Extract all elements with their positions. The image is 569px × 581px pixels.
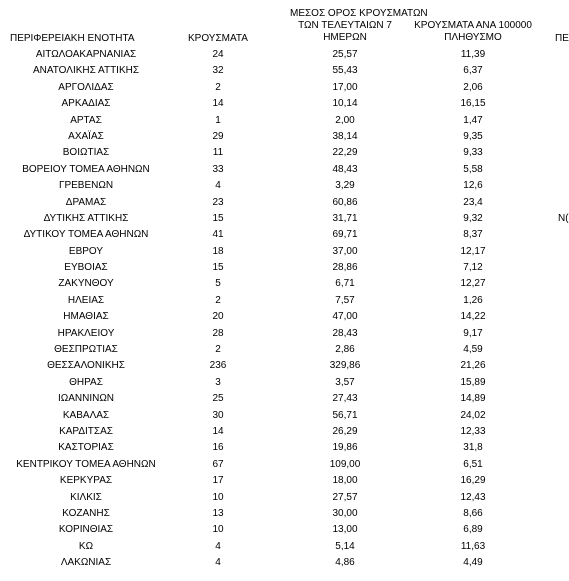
table-row: [0, 145, 569, 161]
cell-per100k: 9,35: [463, 130, 483, 142]
cell-region: ΗΜΑΘΙΑΣ: [63, 311, 109, 323]
cell-avg: 329,86: [329, 360, 361, 372]
table-row: [0, 424, 569, 440]
cell-region: ΑΡΤΑΣ: [70, 114, 102, 126]
cell-avg: 55,43: [332, 65, 358, 77]
cell-region: ΗΛΕΙΑΣ: [67, 294, 105, 306]
cell-cases: 30: [212, 409, 224, 421]
cell-avg: 30,00: [332, 507, 358, 519]
table-row: [0, 326, 569, 342]
cell-region: ΒΟΙΩΤΙΑΣ: [62, 147, 110, 159]
cell-per100k: 2,06: [463, 81, 483, 93]
table-row: [0, 244, 569, 260]
cell-cases: 2: [215, 294, 221, 306]
cell-cases: 14: [212, 425, 224, 437]
cell-cases: 10: [212, 491, 224, 503]
cell-per100k: 9,32: [463, 212, 483, 224]
table-row: [0, 227, 569, 243]
cell-per100k: 12,43: [460, 491, 486, 503]
cell-cases: 28: [212, 327, 224, 339]
cell-cases: 13: [212, 507, 224, 519]
table-row: [0, 555, 569, 571]
cell-cases: 41: [212, 229, 224, 241]
cell-cases: 15: [212, 212, 224, 224]
table-row: [0, 178, 569, 194]
header-avg-line: ΜΕΣΟΣ ΟΡΟΣ ΚΡΟΥΣΜΑΤΩΝ: [290, 8, 428, 19]
table-row: [0, 539, 569, 555]
cell-avg: 5,14: [335, 540, 355, 552]
cell-avg: 13,00: [332, 524, 358, 536]
cell-per100k: 1,47: [463, 114, 483, 126]
table-row: [0, 522, 569, 538]
cell-per100k: 11,63: [460, 540, 486, 552]
table-row: [0, 47, 569, 63]
table-row: [0, 490, 569, 506]
cell-region: ΕΒΡΟΥ: [68, 245, 104, 257]
table-row: [0, 375, 569, 391]
cell-region: ΔΥΤΙΚΗΣ ΑΤΤΙΚΗΣ: [43, 212, 129, 224]
table-row: [0, 342, 569, 358]
cell-cases: 33: [212, 163, 224, 175]
table-row: [0, 506, 569, 522]
cell-cases: 1: [215, 114, 221, 126]
table-row: [0, 96, 569, 112]
cell-per100k: 8,66: [463, 507, 483, 519]
cell-region: ΘΕΣΣΑΛΟΝΙΚΗΣ: [47, 360, 125, 372]
header-avg-7-days: [290, 8, 428, 44]
header-per100k-line: ΚΡΟΥΣΜΑΤΑ ΑΝΑ 100000: [414, 20, 532, 31]
cell-region: ΔΥΤΙΚΟΥ ΤΟΜΕΑ ΑΘΗΝΩΝ: [23, 229, 149, 241]
cell-region: ΙΩΑΝΝΙΝΩΝ: [57, 393, 115, 405]
cell-region: ΘΕΣΠΡΩΤΙΑΣ: [54, 344, 118, 356]
cell-avg: 26,29: [332, 425, 358, 437]
table-row: [0, 195, 569, 211]
table-row: [0, 293, 569, 309]
cell-region: ΖΑΚΥΝΘΟΥ: [58, 278, 114, 290]
cell-avg: 109,00: [329, 458, 361, 470]
cell-avg: 31,71: [332, 212, 358, 224]
cell-region: ΓΡΕΒΕΝΩΝ: [58, 180, 114, 192]
cell-region: ΔΡΑΜΑΣ: [65, 196, 107, 208]
cell-avg: 19,86: [332, 442, 358, 454]
cell-avg: 17,00: [332, 81, 358, 93]
header-region: ΠΕΡΙΦΕΡΕΙΑΚΗ ΕΝΟΤΗΤΑ: [10, 33, 135, 44]
cell-cases: 14: [212, 98, 224, 110]
cell-per100k: 16,15: [460, 98, 486, 110]
cell-cases: 67: [212, 458, 224, 470]
cell-cases: 4: [215, 540, 221, 552]
table-row: [0, 440, 569, 456]
cell-cases: 29: [212, 130, 224, 142]
header-avg-line: ΤΩΝ ΤΕΛΕΥΤΑΙΩΝ 7: [298, 20, 392, 31]
cell-region: ΚΕΡΚΥΡΑΣ: [59, 475, 113, 487]
cell-region: ΚΙΛΚΙΣ: [70, 491, 102, 503]
cell-per100k: 23,4: [463, 196, 483, 208]
cell-cases: 23: [212, 196, 224, 208]
cell-region: ΚΟΖΑΝΗΣ: [62, 507, 110, 519]
cell-cases: 20: [212, 311, 224, 323]
table-row: [0, 358, 569, 374]
cell-cases: 32: [212, 65, 224, 77]
cell-per100k: 14,22: [460, 311, 486, 323]
cell-avg: 10,14: [332, 98, 358, 110]
cell-avg: 37,00: [332, 245, 358, 257]
cell-avg: 18,00: [332, 475, 358, 487]
header-extra-column: ΠΕ: [555, 33, 569, 44]
cell-cases: 25: [212, 393, 224, 405]
cell-per100k: 6,51: [463, 458, 483, 470]
cell-avg: 2,00: [335, 114, 355, 126]
cell-region: ΑΙΤΩΛΟΑΚΑΡΝΑΝΙΑΣ: [35, 49, 137, 60]
cell-region: ΘΗΡΑΣ: [69, 376, 103, 388]
cell-avg: 3,29: [335, 180, 355, 192]
cell-per100k: 1,26: [463, 294, 483, 306]
header-per100k-line: ΠΛΗΘΥΣΜΟ: [444, 32, 502, 43]
cell-per100k: 31,8: [463, 442, 483, 454]
cell-extra: N(: [558, 212, 569, 224]
cell-avg: 22,29: [332, 147, 358, 159]
cell-per100k: 5,58: [463, 163, 483, 175]
cell-per100k: 12,33: [460, 425, 486, 437]
table-row: [0, 162, 569, 178]
cell-region: ΒΟΡΕΙΟΥ ΤΟΜΕΑ ΑΘΗΝΩΝ: [22, 163, 150, 175]
cell-per100k: 12,27: [460, 278, 486, 290]
table-row: [0, 457, 569, 473]
header-cases-per-100k: [412, 20, 534, 44]
cell-per100k: 8,37: [463, 229, 483, 241]
cell-region: ΚΩ: [78, 540, 94, 552]
cell-avg: 27,43: [332, 393, 358, 405]
cell-region: ΑΝΑΤΟΛΙΚΗΣ ΑΤΤΙΚΗΣ: [32, 65, 140, 77]
cell-avg: 69,71: [332, 229, 358, 241]
table-row: [0, 80, 569, 96]
cell-avg: 6,71: [335, 278, 355, 290]
cell-per100k: 6,37: [463, 65, 483, 77]
cell-avg: 47,00: [332, 311, 358, 323]
table-row: [0, 473, 569, 489]
cell-region: ΚΑΣΤΟΡΙΑΣ: [58, 442, 114, 454]
cell-avg: 60,86: [332, 196, 358, 208]
table-row: [0, 391, 569, 407]
table-row: [0, 309, 569, 325]
cell-avg: 56,71: [332, 409, 358, 421]
cell-per100k: 7,12: [463, 262, 483, 274]
cell-region: ΚΕΝΤΡΙΚΟΥ ΤΟΜΕΑ ΑΘΗΝΩΝ: [16, 458, 156, 470]
cell-avg: 27,57: [332, 491, 358, 503]
cell-region: ΚΟΡΙΝΘΙΑΣ: [58, 524, 114, 536]
cell-per100k: 24,02: [460, 409, 486, 421]
cell-per100k: 14,89: [460, 393, 486, 405]
cell-per100k: 16,29: [460, 475, 486, 487]
cell-cases: 11: [212, 147, 224, 159]
cell-avg: 28,43: [332, 327, 358, 339]
cell-cases: 3: [215, 376, 221, 388]
cell-cases: 10: [212, 524, 224, 536]
cell-per100k: 11,39: [460, 49, 486, 60]
header-avg-line: ΗΜΕΡΩΝ: [323, 32, 367, 43]
cell-per100k: 4,59: [463, 344, 483, 356]
table-row: [0, 408, 569, 424]
cell-per100k: 9,33: [463, 147, 483, 159]
cell-region: ΑΡΓΟΛΙΔΑΣ: [58, 81, 114, 93]
cell-region: ΕΥΒΟΙΑΣ: [64, 262, 108, 274]
cell-avg: 48,43: [332, 163, 358, 175]
cell-avg: 25,57: [332, 49, 358, 60]
cell-cases: 16: [212, 442, 224, 454]
cell-per100k: 4,49: [463, 557, 483, 569]
cell-avg: 2,86: [335, 344, 355, 356]
cell-per100k: 12,6: [463, 180, 483, 192]
cell-per100k: 15,89: [460, 376, 486, 388]
cell-avg: 28,86: [332, 262, 358, 274]
cell-cases: 4: [215, 180, 221, 192]
table-row: [0, 129, 569, 145]
table-row: [0, 211, 569, 227]
cell-region: ΗΡΑΚΛΕΙΟΥ: [57, 327, 115, 339]
cell-per100k: 9,17: [463, 327, 483, 339]
cell-region: ΑΡΚΑΔΙΑΣ: [61, 98, 111, 110]
cell-cases: 5: [215, 278, 221, 290]
cell-cases: 2: [215, 344, 221, 356]
table-row: [0, 63, 569, 79]
cell-region: ΚΑΒΑΛΑΣ: [62, 409, 110, 421]
cell-cases: 4: [215, 557, 221, 569]
table-row: [0, 260, 569, 276]
cell-avg: 3,57: [335, 376, 355, 388]
cell-cases: 236: [209, 360, 227, 372]
cell-region: ΛΑΚΩΝΙΑΣ: [60, 557, 112, 569]
cell-avg: 4,86: [335, 557, 355, 569]
table-body: [0, 47, 569, 572]
cell-avg: 7,57: [335, 294, 355, 306]
cell-region: ΑΧΑΪΑΣ: [68, 130, 104, 142]
cell-region: ΚΑΡΔΙΤΣΑΣ: [59, 425, 113, 437]
cell-per100k: 21,26: [460, 360, 486, 372]
table-row: [0, 276, 569, 292]
cell-per100k: 12,17: [460, 245, 486, 257]
header-cases: ΚΡΟΥΣΜΑΤΑ: [188, 33, 248, 44]
cell-cases: 24: [212, 49, 224, 60]
cell-cases: 2: [215, 81, 221, 93]
table-row: [0, 113, 569, 129]
cell-cases: 15: [212, 262, 224, 274]
cell-cases: 17: [212, 475, 224, 487]
cell-per100k: 6,89: [463, 524, 483, 536]
cell-cases: 18: [212, 245, 224, 257]
cell-avg: 38,14: [332, 130, 358, 142]
